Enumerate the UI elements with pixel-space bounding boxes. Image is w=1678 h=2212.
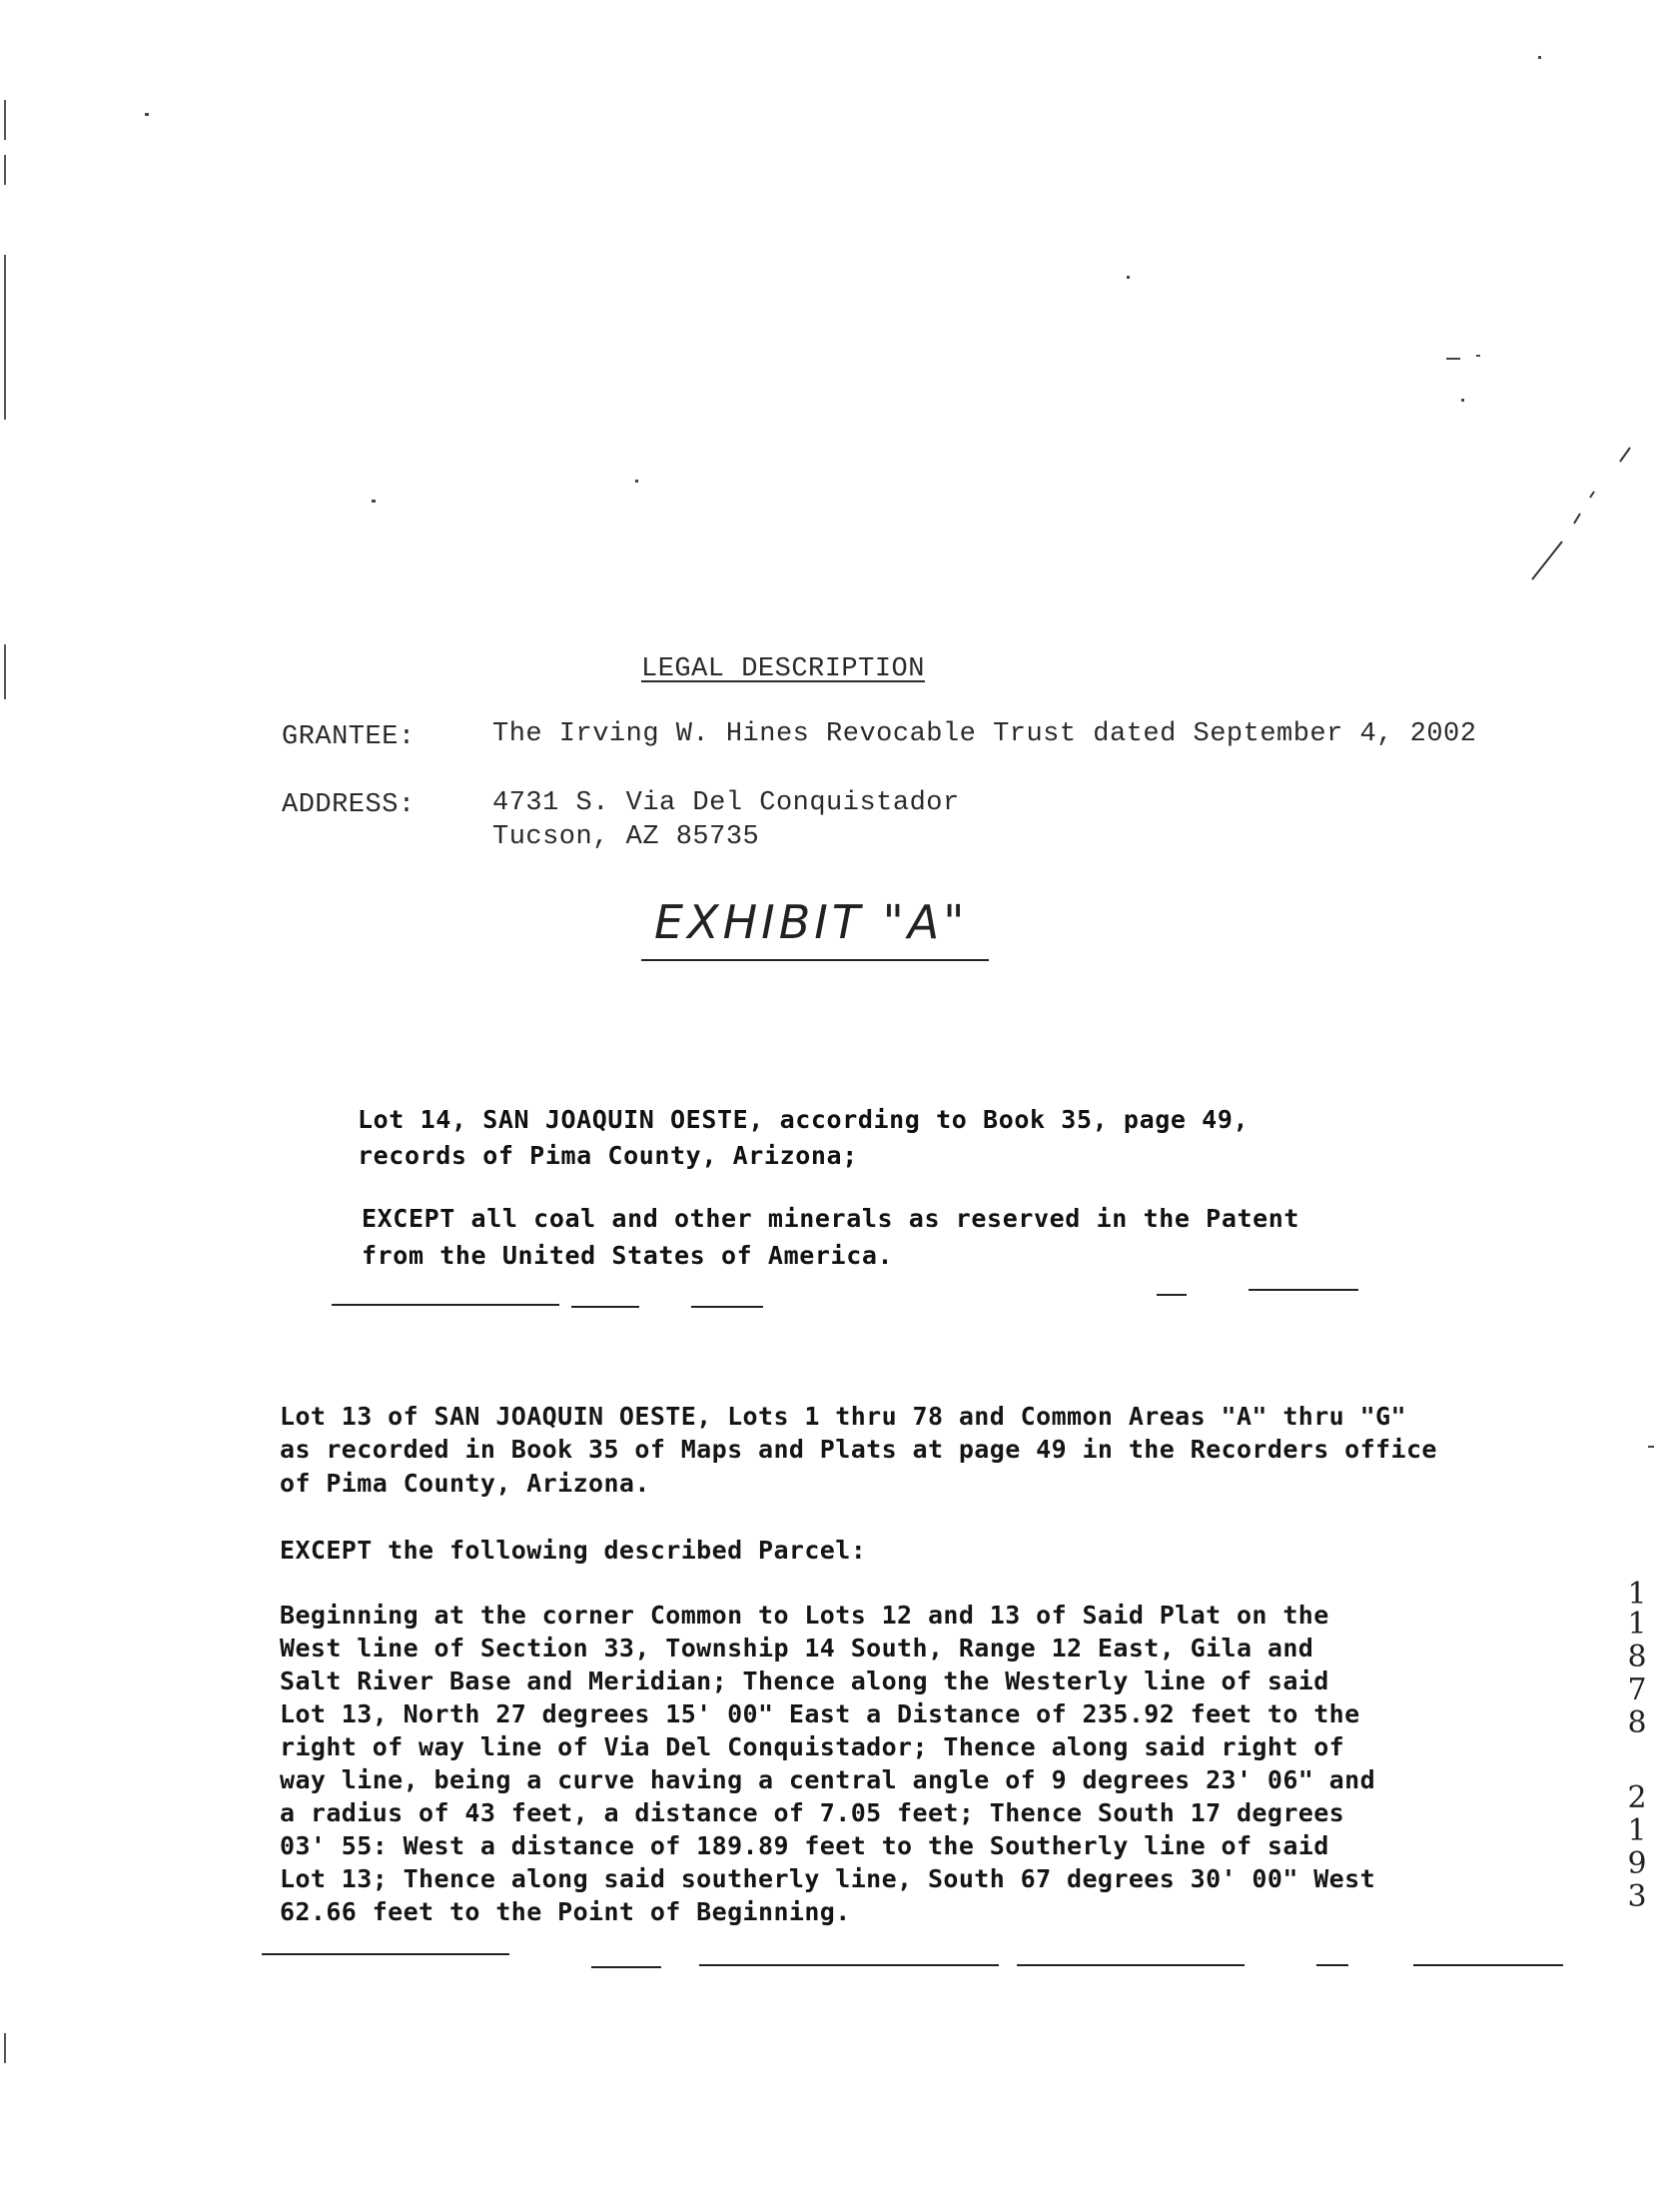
address-line-2: Tucson, AZ 85735 xyxy=(492,822,760,852)
grantee-label: GRANTEE: xyxy=(282,722,416,752)
scan-speck xyxy=(1446,358,1460,360)
address-label: ADDRESS: xyxy=(282,790,416,820)
parcel-2-line-1: Lot 13 of SAN JOAQUIN OESTE, Lots 1 thru 78 and Common Areas "A" thru "G" xyxy=(280,1402,1406,1431)
scan-edge-mark xyxy=(4,644,6,699)
recording-number-digit: 8 xyxy=(1627,1705,1647,1740)
separator-line xyxy=(1017,1964,1245,1966)
parcel-2-except-heading: EXCEPT the following described Parcel: xyxy=(280,1536,867,1565)
separator-line xyxy=(1249,1289,1358,1291)
scan-edge-mark xyxy=(4,2033,6,2063)
scan-speck xyxy=(1538,56,1541,59)
separator-line xyxy=(1413,1964,1563,1966)
separator-line xyxy=(571,1306,639,1308)
separator-line xyxy=(1157,1294,1187,1296)
description-line-9: Lot 13; Thence along said southerly line, South 67 degrees 30' 00" West xyxy=(280,1864,1376,1893)
separator-line xyxy=(699,1964,999,1966)
scan-speck xyxy=(1648,1446,1654,1448)
parcel-1-line-1: Lot 14, SAN JOAQUIN OESTE, according to Book 35, page 49, xyxy=(358,1105,1250,1134)
scan-speck xyxy=(635,480,638,483)
recording-number-digit: 1 xyxy=(1627,1577,1647,1612)
separator-line xyxy=(591,1966,661,1968)
recording-number-digit: 2 xyxy=(1627,1780,1647,1815)
parcel-1-except-line-2: from the United States of America. xyxy=(362,1241,894,1270)
scan-edge-mark xyxy=(4,155,6,185)
parcel-2-line-2: as recorded in Book 35 of Maps and Plats at page 49 in the Recorders office xyxy=(280,1435,1437,1464)
page-title: LEGAL DESCRIPTION xyxy=(641,654,925,684)
recording-number-digit: 3 xyxy=(1627,1879,1647,1914)
separator-line xyxy=(1316,1964,1348,1966)
scan-speck xyxy=(1476,355,1480,357)
address-line-1: 4731 S. Via Del Conquistador xyxy=(492,788,960,818)
parcel-1-line-2: records of Pima County, Arizona; xyxy=(358,1141,858,1170)
handwritten-exhibit-label: EXHIBIT "A" xyxy=(654,895,969,949)
scan-speck xyxy=(372,500,376,503)
exhibit-underline xyxy=(641,959,989,961)
recording-number-digit: 9 xyxy=(1627,1846,1647,1881)
recording-number-digit: 1 xyxy=(1627,1607,1647,1642)
description-line-1: Beginning at the corner Common to Lots 12 and 13 of Said Plat on the xyxy=(280,1601,1329,1630)
description-line-6: way line, being a curve having a central angle of 9 degrees 23' 06" and xyxy=(280,1765,1376,1794)
recording-number-digit: 7 xyxy=(1627,1672,1647,1707)
scan-speck xyxy=(1127,276,1130,279)
description-line-2: West line of Section 33, Township 14 South, Range 12 East, Gila and xyxy=(280,1634,1314,1662)
parcel-1-except-line-1: EXCEPT all coal and other minerals as reserved in the Patent xyxy=(362,1204,1300,1233)
description-line-7: a radius of 43 feet, a distance of 7.05 feet; Thence South 17 degrees xyxy=(280,1798,1345,1827)
description-line-3: Salt River Base and Meridian; Thence along the Westerly line of said xyxy=(280,1666,1329,1695)
recording-number-digit: 8 xyxy=(1627,1640,1647,1674)
scan-edge-mark xyxy=(4,255,6,420)
grantee-value: The Irving W. Hines Revocable Trust dated September 4, 2002 xyxy=(492,719,1477,749)
scan-speck xyxy=(145,113,149,116)
parcel-2-line-3: of Pima County, Arizona. xyxy=(280,1469,650,1498)
recording-number-digit: 1 xyxy=(1627,1813,1647,1848)
separator-line xyxy=(691,1306,763,1308)
separator-line xyxy=(262,1953,509,1955)
separator-line xyxy=(332,1304,559,1306)
margin-pen-strokes xyxy=(1518,440,1638,599)
description-line-8: 03' 55: West a distance of 189.89 feet to the Southerly line of said xyxy=(280,1831,1329,1860)
scan-edge-mark xyxy=(4,100,6,140)
description-line-4: Lot 13, North 27 degrees 15' 00" East a Distance of 235.92 feet to the xyxy=(280,1699,1360,1728)
description-line-10: 62.66 feet to the Point of Beginning. xyxy=(280,1897,851,1926)
description-line-5: right of way line of Via Del Conquistador; Thence along said right of xyxy=(280,1732,1345,1761)
scan-speck xyxy=(1461,399,1464,402)
